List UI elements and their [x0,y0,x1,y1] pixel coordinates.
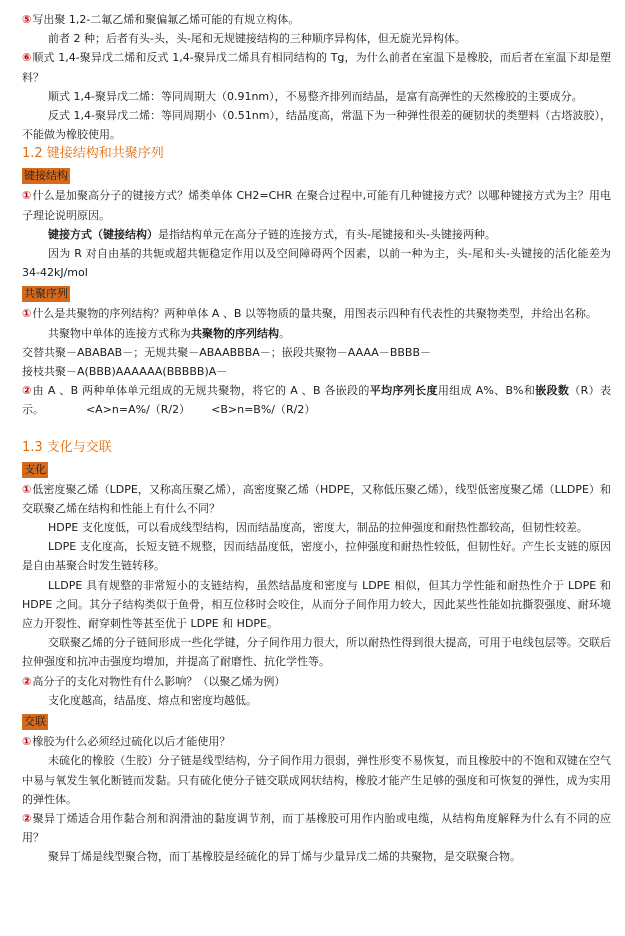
answer-text-part: 共聚物中单体的连接方式称为 [48,326,191,340]
answer-text: 反式 1,4-聚异戊二烯：等同周期小（0.51nm），结晶度高，常温下为一种弹性很差的硬韧状的类塑料（古塔波胶），不能做为橡胶使用。 [22,109,611,142]
bold-term: 共聚物的序列结构 [191,326,279,340]
circled-number-5: ⑤ [22,13,32,26]
subsection-tag: 交联 [24,715,46,729]
subsection-tag: 键接结构 [24,169,68,183]
formula-text: （R）表示。 <A>n=A%/（R/2） <B>n=B%/（R/2） [22,384,611,417]
section-heading-1-3: 1.3 支化与交联 [22,439,112,455]
answer-text [22,225,611,244]
answer-text: 顺式 1,4-聚异戊二烯：等同周期大（0.91nm），不易整齐排列而结晶，是富有高弹性的天然橡胶的主要成分。 [48,89,583,103]
subsection-tag: 共聚序列 [24,287,68,301]
bold-term: 平均序列长度 [369,384,438,398]
question-text: 由 A 、B 两种单体单元组成的无规共聚物，将它的 A 、B 各嵌段的 [32,384,370,398]
graft-copolymer-line: 接枝共聚－A(BBB)AAAAAA(BBBBB)A－ [22,365,228,379]
circled-number-1: ① [22,307,32,321]
answer-text-part: 。 [279,326,290,340]
answer-text: 因为 R 对自由基的共轭或超共轭稳定作用以及空间障碍两个因素，以前一种为主，头-尾和头-头键接的活化能差为 34-42kJ/mol [22,247,611,280]
question-5 [22,10,611,29]
question [22,480,611,518]
circled-number-1: ① [22,735,32,749]
question [22,186,611,224]
question [22,304,611,323]
question [22,381,611,419]
question-text: 低密度聚乙烯（LDPE，又称高压聚乙烯），高密度聚乙烯（HDPE，又称低压聚乙烯），线型低密度聚乙烯（LLDPE）和交联聚乙烯在结构和性能上有什么不同？ [22,482,611,515]
question-text: 写出聚 1,2-二氟乙烯和聚偏氟乙烯可能的有规立构体。 [32,13,300,26]
question [22,732,611,751]
section-heading-1-2: 1.2 键接结构和共聚序列 [22,146,164,162]
question-6 [22,48,611,86]
question-text: 顺式 1,4-聚异戊二烯和反式 1,4-聚异戊二烯具有相同结构的 Tg，为什么前者在室温下是橡胶，而后者在室温下却是塑料？ [22,51,611,84]
answer-text: 交联聚乙烯的分子链间形成一些化学键，分子间作用力很大，所以耐热性得到很大提高，可用于电线包层等。交联后拉伸强度和抗冲击强度均增加，并提高了耐磨性、抗化学性等。 [22,636,611,669]
question [22,672,611,691]
answer-text: LDPE 支化度高，长短支链不规整，因而结晶度低，密度小，拉伸强度和耐热性较低，但韧性好。产生长支链的原因是自由基聚合时发生链转移。 [22,540,611,573]
circled-number-2: ② [22,811,32,825]
question-text: 聚异丁烯适合用作黏合剂和润滑油的黏度调节剂，而丁基橡胶可用作内胎或电缆，从结构角度解释为什么有不同的应用？ [22,811,611,845]
spacer [22,420,611,438]
subsection-tag: 支化 [24,462,46,476]
question-text: 高分子的支化对物性有什么影响？（以聚乙烯为例） [32,674,286,688]
circled-number-1: ① [22,189,32,203]
answer-text: HDPE 支化度低，可以看成线型结构，因而结晶度高，密度大，制品的拉伸强度和耐热性都较高，但韧性较差。 [48,521,588,535]
answer-text: 支化度越高，结晶度、熔点和密度均越低。 [48,693,257,707]
circled-number-6: ⑥ [22,51,32,65]
question-text: 什么是加聚高分子的键接方式？烯类单体 CH2=CHR 在聚合过程中,可能有几种键接方式？以哪种键接方式为主？用电子理论说明原因。 [22,189,611,222]
answer-text: LLDPE 具有规整的非常短小的支链结构，虽然结晶度和密度与 LDPE 相似，但其力学性能和耐热性介于 LDPE 和 HDPE 之间。其分子结构类似于鱼骨，相互位移时会咬住，从而分子间作用力较大，因此某些性能如抗撕裂强度、耐环境应力开裂性、耐穿刺性等甚至优于 LDPE 和 HDPE。 [22,578,611,631]
bold-term: 嵌段数 [535,384,570,398]
question-text: 什么是共聚物的序列结构？两种单体 A 、B 以等物质的量共聚，用图表示四种有代表性的共聚物类型，并给出名称。 [32,307,597,321]
answer-text: 未硫化的橡胶（生胶）分子链是线型结构，分子间作用力很弱，弹性形变不易恢复，而且橡胶中的不饱和双键在空气中易与氧发生氧化断链而发黏。只有硫化使分子链交联成网状结构，橡胶才能产生足够的强度和可恢复的弹性，成为实用的弹性体。 [22,754,611,806]
copolymer-types-line: 交替共聚－ABABAB－；无规共聚－ABAABBBA－；嵌段共聚物－AAAA－BBBB－ [22,345,432,359]
bold-term: 键接方式（键接结构） [48,227,158,241]
answer-rest: 是指结构单元在高分子链的连接方式，有头-尾键接和头-头键接两种。 [158,227,496,241]
circled-number-1: ① [22,482,32,496]
answer-text: 前者 2 种；后者有头-头，头-尾和无规键接结构的三种顺序异构体，但无旋光异构体。 [48,32,466,46]
question-text: 用组成 A%、B%和 [437,384,536,398]
answer-text [22,324,611,343]
question-text: 橡胶为什么必须经过硫化以后才能使用？ [32,735,231,749]
circled-number-2: ② [22,674,32,688]
circled-number-2: ② [22,384,32,398]
question [22,809,611,847]
answer-text: 聚异丁烯是线型聚合物，而丁基橡胶是经硫化的异丁烯与少量异戊二烯的共聚物，是交联聚合物。 [48,850,521,864]
